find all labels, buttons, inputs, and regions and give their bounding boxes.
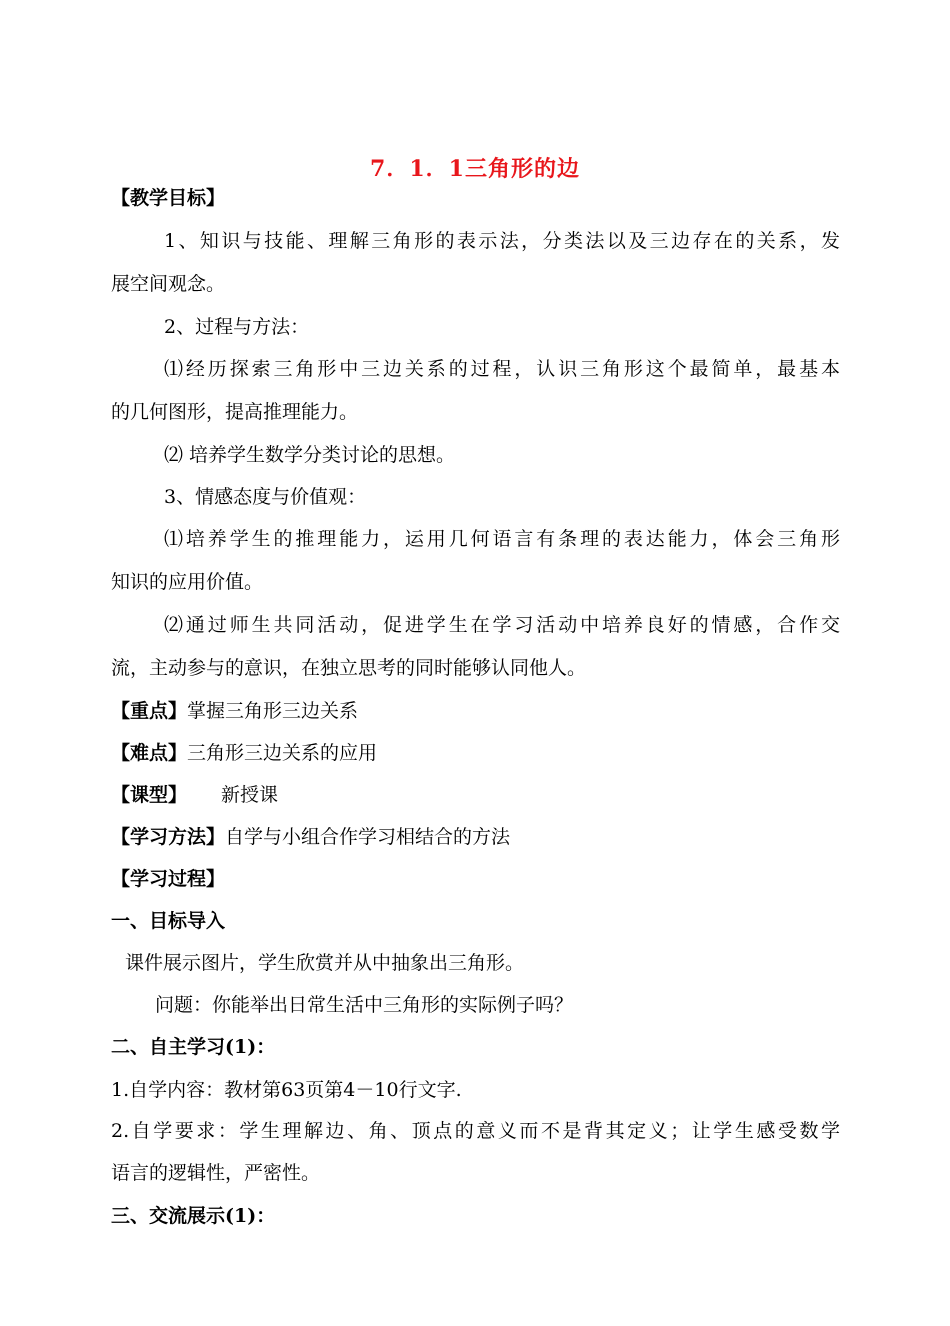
objective-3-sub-2-line-1: ⑵通过师生共同活动，促进学生在学习活动中培养良好的情感，合作交 bbox=[164, 614, 840, 636]
learning-method-text: 自学与小组合作学习相结合的方法 bbox=[225, 826, 511, 848]
objective-1-line-2: 展空间观念。 bbox=[111, 273, 226, 295]
learning-method bbox=[111, 824, 841, 850]
learning-method-label: 【学习方法】 bbox=[111, 826, 226, 848]
objective-1-line-1: 1、知识与技能、理解三角形的表示法，分类法以及三边存在的关系，发 bbox=[164, 230, 840, 252]
section-2-heading: 二、自主学习(1)： bbox=[111, 1036, 276, 1058]
section-1-line-1: 课件展示图片，学生欣赏并从中抽象出三角形。 bbox=[125, 952, 525, 974]
objective-2-sub-1-line-2: 的几何图形，提高推理能力。 bbox=[111, 401, 359, 423]
section-1-line-2: 问题：你能举出日常生活中三角形的实际例子吗？ bbox=[155, 994, 574, 1016]
lesson-type bbox=[111, 782, 841, 808]
key-point-text: 掌握三角形三边关系 bbox=[187, 700, 359, 722]
difficulty bbox=[111, 740, 841, 766]
objective-2: 2、过程与方法： bbox=[164, 316, 310, 338]
process-heading: 【学习过程】 bbox=[111, 868, 226, 890]
section-3-heading: 三、交流展示(1)： bbox=[111, 1205, 276, 1227]
lesson-type-label: 【课型】 bbox=[111, 784, 188, 806]
objective-3-sub-2-line-2: 流，主动参与的意识，在独立思考的同时能够认同他人。 bbox=[111, 657, 587, 679]
key-point-label: 【重点】 bbox=[111, 700, 188, 722]
document-title: 7．1．1三角形的边 bbox=[370, 156, 580, 182]
objective-3: 3、情感态度与价值观： bbox=[164, 486, 367, 508]
objective-2-sub-2: ⑵ 培养学生数学分类讨论的思想。 bbox=[164, 444, 456, 466]
lesson-type-text: 新授课 bbox=[221, 784, 279, 806]
section-2-line-2a: 2.自学要求：学生理解边、角、顶点的意义而不是背其定义；让学生感受数学 bbox=[111, 1120, 840, 1142]
objective-2-sub-1-line-1: ⑴经历探索三角形中三边关系的过程，认识三角形这个最简单，最基本 bbox=[164, 358, 840, 380]
key-point bbox=[111, 698, 841, 724]
section-1-heading: 一、目标导入 bbox=[111, 910, 226, 932]
objective-3-sub-1-line-1: ⑴培养学生的推理能力，运用几何语言有条理的表达能力，体会三角形 bbox=[164, 528, 840, 550]
difficulty-label: 【难点】 bbox=[111, 742, 188, 764]
section-2-line-2b: 语言的逻辑性，严密性。 bbox=[111, 1162, 321, 1184]
section-2-line-1: 1.自学内容：教材第63页第4－10行文字. bbox=[111, 1079, 462, 1101]
objective-3-sub-1-line-2: 知识的应用价值。 bbox=[111, 571, 264, 593]
difficulty-text: 三角形三边关系的应用 bbox=[187, 742, 378, 764]
objectives-heading: 【教学目标】 bbox=[111, 187, 226, 209]
